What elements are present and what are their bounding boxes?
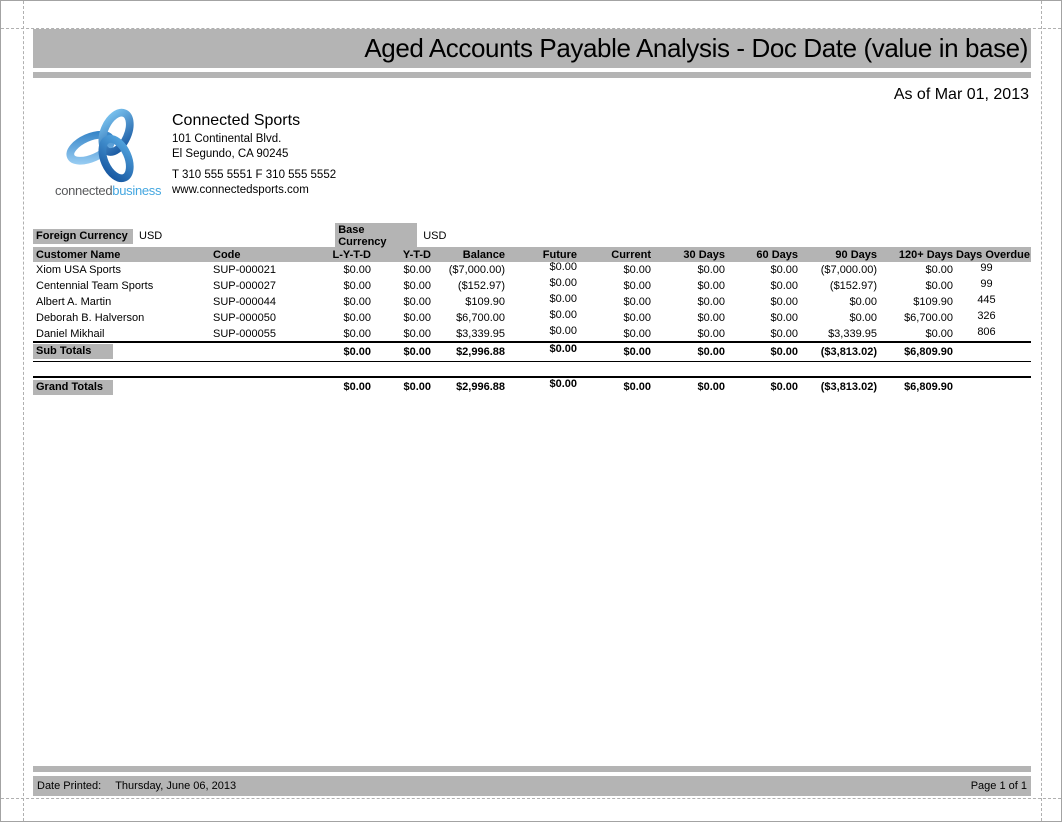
- grand-totals-row-overdue: [956, 377, 1031, 396]
- title-underline-bar: [33, 72, 1031, 78]
- cell-overdue: 806: [977, 326, 996, 338]
- column-header-current: Current: [580, 247, 654, 262]
- company-address-line1: 101 Continental Blvd.: [172, 133, 282, 145]
- cell-future: $0.00: [549, 278, 577, 289]
- sub-totals-row-d120: $6,809.90: [880, 342, 956, 361]
- cell-customer: Deborah B. Halverson: [36, 312, 145, 324]
- sub-totals-row-d30: $0.00: [654, 342, 728, 361]
- column-header-d60: 60 Days: [728, 247, 801, 262]
- sub-totals-row-future: $0.00: [508, 342, 580, 361]
- base-currency-value: USD: [423, 230, 447, 242]
- cell-d30: $0.00: [697, 312, 725, 324]
- cell-balance: ($7,000.00): [448, 264, 505, 276]
- table-row: [33, 294, 1031, 310]
- grand-totals-row-future: $0.00: [508, 377, 580, 396]
- sub-totals-row-label-cell: [33, 342, 310, 361]
- sub-totals-row-ytd: $0.00: [374, 342, 434, 361]
- cell-code: SUP-000027: [213, 280, 276, 292]
- company-phone: T 310 555 5551 F 310 555 5552: [172, 169, 337, 181]
- cell-d30: $0.00: [697, 327, 725, 340]
- cell-balance: $6,700.00: [456, 312, 505, 324]
- report-title: Aged Accounts Payable Analysis - Doc Date (value in base): [33, 29, 1031, 68]
- table-header-row: [33, 247, 1031, 262]
- grand-totals-row-balance: $2,996.88: [434, 377, 508, 396]
- cell-d120: $0.00: [925, 327, 953, 340]
- cell-d30: $0.00: [697, 296, 725, 308]
- cell-overdue: 99: [980, 262, 993, 274]
- cell-ytd: $0.00: [403, 327, 431, 340]
- sub-totals-row-d90: ($3,813.02): [801, 342, 880, 361]
- cell-d120: $6,700.00: [904, 312, 953, 324]
- grand-totals-row-ytd: $0.00: [374, 377, 434, 396]
- cell-customer: Daniel Mikhail: [36, 327, 105, 340]
- cell-customer: Centennial Team Sports: [36, 280, 154, 292]
- sub-totals-row-overdue: [956, 342, 1031, 361]
- company-info-block: [172, 106, 336, 200]
- grand-totals-row-label: Grand Totals: [33, 380, 113, 395]
- report-content: [33, 29, 1031, 798]
- cell-current: $0.00: [623, 264, 651, 276]
- column-header-balance: Balance: [434, 247, 508, 262]
- cell-d120: $0.00: [925, 264, 953, 276]
- report-footer: [33, 766, 1031, 796]
- grand-totals-row-label-cell: [33, 377, 310, 396]
- cell-d60: $0.00: [770, 264, 798, 276]
- logo-word-connected: connected: [55, 183, 113, 198]
- cell-d60: $0.00: [770, 296, 798, 308]
- foreign-currency-value: USD: [139, 230, 163, 242]
- date-printed-value: Thursday, June 06, 2013: [115, 780, 237, 792]
- company-address-line2: El Segundo, CA 90245: [172, 148, 289, 160]
- table-row: [33, 278, 1031, 294]
- cell-lytd: $0.00: [343, 264, 371, 276]
- table-row: [33, 310, 1031, 326]
- cell-lytd: $0.00: [343, 312, 371, 324]
- margin-guide-left: [23, 1, 24, 821]
- cell-lytd: $0.00: [343, 327, 371, 340]
- cell-future: $0.00: [549, 262, 577, 273]
- cell-d90: ($152.97): [829, 280, 877, 292]
- cell-d90: $0.00: [849, 312, 877, 324]
- cell-current: $0.00: [623, 312, 651, 324]
- cell-overdue: 99: [980, 278, 993, 290]
- cell-ytd: $0.00: [403, 312, 431, 324]
- cell-d90: $3,339.95: [828, 327, 877, 340]
- column-header-overdue: Days Overdue: [956, 248, 1030, 261]
- cell-balance: ($152.97): [457, 280, 505, 292]
- sub-totals-row: [33, 342, 1031, 361]
- company-logo: [55, 106, 162, 200]
- cell-code: SUP-000050: [213, 312, 276, 324]
- column-header-lytd: L-Y-T-D: [310, 247, 374, 262]
- cell-ytd: $0.00: [403, 296, 431, 308]
- grand-totals-row: [33, 377, 1031, 396]
- cell-future: $0.00: [549, 326, 577, 337]
- cell-code: SUP-000055: [213, 327, 276, 340]
- column-header-code: Code: [205, 247, 310, 262]
- grand-totals-row-current: $0.00: [580, 377, 654, 396]
- grand-totals-row-d30: $0.00: [654, 377, 728, 396]
- page-number: Page 1 of 1: [970, 780, 1027, 792]
- cell-d120: $109.90: [913, 296, 953, 308]
- company-header: [55, 106, 1031, 200]
- cell-d30: $0.00: [697, 264, 725, 276]
- cell-overdue: 326: [977, 310, 996, 322]
- cell-customer: Xiom USA Sports: [36, 264, 121, 276]
- as-of-date: As of Mar 01, 2013: [893, 86, 1029, 103]
- cell-ytd: $0.00: [403, 264, 431, 276]
- footer-thin-bar: [33, 766, 1031, 772]
- cell-future: $0.00: [549, 294, 577, 305]
- cell-balance: $3,339.95: [456, 327, 505, 340]
- cell-d90: ($7,000.00): [820, 264, 877, 276]
- column-header-customer: Customer Name: [33, 247, 205, 262]
- cell-current: $0.00: [623, 327, 651, 340]
- base-currency-label: Base Currency: [335, 223, 417, 250]
- logo-wordmark: [55, 183, 162, 198]
- cell-customer: Albert A. Martin: [36, 296, 112, 308]
- cell-overdue: 445: [977, 294, 996, 306]
- currency-info-row: [33, 223, 1031, 248]
- grand-totals-row-lytd: $0.00: [310, 377, 374, 396]
- cell-future: $0.00: [549, 310, 577, 321]
- table-row: [33, 326, 1031, 342]
- cell-d60: $0.00: [770, 327, 798, 340]
- aging-table: [33, 247, 1031, 396]
- company-name: Connected Sports: [172, 112, 301, 129]
- foreign-currency-label: Foreign Currency: [33, 229, 133, 244]
- cell-code: SUP-000044: [213, 296, 276, 308]
- cell-d60: $0.00: [770, 280, 798, 292]
- column-header-d90: 90 Days: [801, 247, 880, 262]
- footer-bar: [33, 776, 1031, 796]
- grand-totals-row-d90: ($3,813.02): [801, 377, 880, 396]
- sub-totals-row-label: Sub Totals: [33, 344, 113, 359]
- sub-totals-row-lytd: $0.00: [310, 342, 374, 361]
- cell-ytd: $0.00: [403, 280, 431, 292]
- sub-totals-row-balance: $2,996.88: [434, 342, 508, 361]
- cell-balance: $109.90: [465, 296, 505, 308]
- column-header-future: Future: [508, 247, 580, 262]
- grand-totals-row-d60: $0.00: [728, 377, 801, 396]
- sub-totals-row-d60: $0.00: [728, 342, 801, 361]
- cell-current: $0.00: [623, 296, 651, 308]
- cell-current: $0.00: [623, 280, 651, 292]
- margin-guide-right: [1041, 1, 1042, 821]
- cell-d90: $0.00: [849, 296, 877, 308]
- cell-code: SUP-000021: [213, 264, 276, 276]
- cell-lytd: $0.00: [343, 280, 371, 292]
- grand-totals-row-d120: $6,809.90: [880, 377, 956, 396]
- cell-d60: $0.00: [770, 312, 798, 324]
- cell-d120: $0.00: [925, 280, 953, 292]
- cell-d30: $0.00: [697, 280, 725, 292]
- table-row: [33, 262, 1031, 278]
- column-header-d30: 30 Days: [654, 247, 728, 262]
- totals-spacer-row: [33, 361, 1031, 377]
- cell-lytd: $0.00: [343, 296, 371, 308]
- column-header-ytd: Y-T-D: [374, 247, 434, 262]
- margin-guide-bottom: [1, 798, 1061, 799]
- logo-word-business: business: [112, 183, 162, 198]
- connected-business-logo-icon: [59, 106, 155, 184]
- company-website: www.connectedsports.com: [172, 184, 309, 196]
- column-header-d120: 120+ Days: [880, 247, 956, 262]
- date-printed-label: Date Printed:: [37, 780, 102, 792]
- sub-totals-row-current: $0.00: [580, 342, 654, 361]
